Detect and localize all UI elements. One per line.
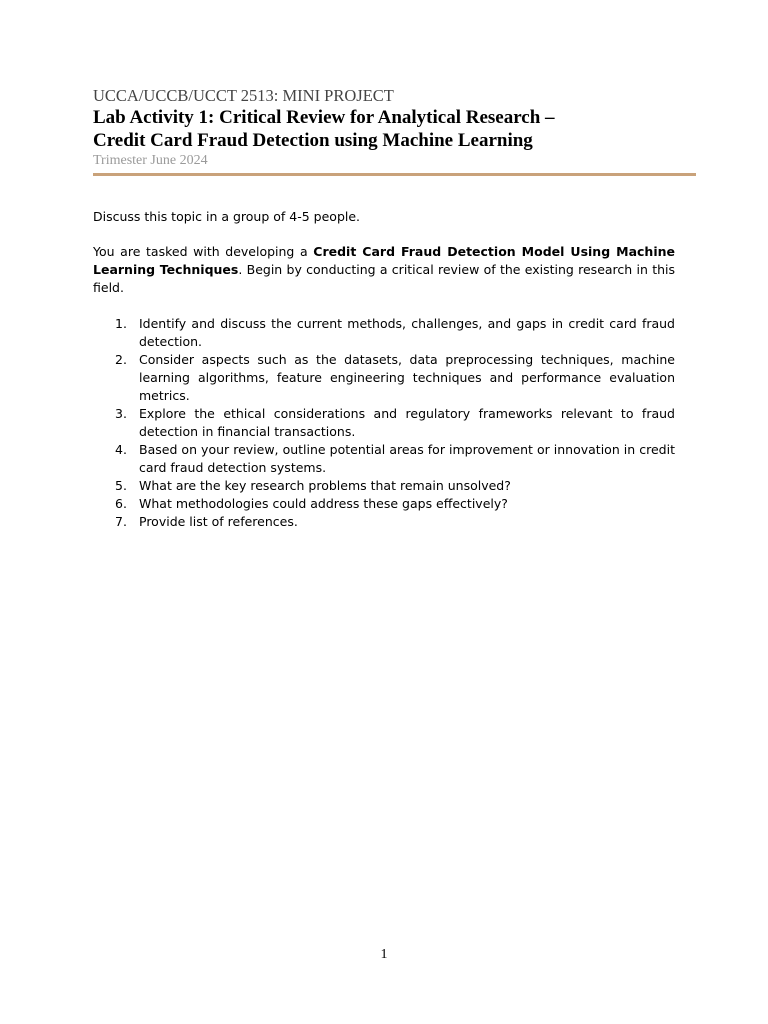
course-code: UCCA/UCCB/UCCT 2513: MINI PROJECT <box>93 86 394 105</box>
intro-prefix: You are tasked with developing a <box>93 244 314 259</box>
task-text: Identify and discuss the current methods, challenges, and gaps in credit card fraud detection. <box>139 316 675 349</box>
activity-title-line-1: Lab Activity 1: Critical Review for Analytical Research – <box>93 107 555 128</box>
task-item <box>93 495 675 513</box>
task-item <box>93 351 675 405</box>
task-text: Explore the ethical considerations and regulatory frameworks relevant to fraud detection in financial transactions. <box>139 406 675 439</box>
document-page <box>93 86 675 531</box>
task-list <box>93 315 675 531</box>
activity-title-line-2: Credit Card Fraud Detection using Machine Learning <box>93 130 533 151</box>
task-item <box>93 315 675 351</box>
task-number: 5. <box>115 478 127 493</box>
header-divider <box>93 173 696 176</box>
trimester-label: Trimester June 2024 <box>93 153 208 168</box>
task-item <box>93 513 675 531</box>
discuss-instruction: Discuss this topic in a group of 4-5 people. <box>93 209 361 224</box>
intro-bold-topic: Credit Card Fraud Detection Model Using Machine Learning Techniques <box>93 244 675 277</box>
task-item <box>93 477 675 495</box>
task-text: Based on your review, outline potential areas for improvement or innovation in credit card fraud detection systems. <box>139 442 675 475</box>
task-item <box>93 405 675 441</box>
task-text: Consider aspects such as the datasets, data preprocessing techniques, machine learning algorithms, feature engineering techniques and performance evaluation metrics. <box>139 352 675 403</box>
intro-suffix: . Begin by conducting a critical review of the existing research in this field. <box>93 262 676 295</box>
task-text: What are the key research problems that remain unsolved? <box>139 478 511 493</box>
task-item <box>93 441 675 477</box>
task-number: 2. <box>115 352 127 367</box>
intro-paragraph <box>93 243 675 297</box>
task-text: What methodologies could address these gaps effectively? <box>139 496 508 511</box>
task-number: 4. <box>115 442 127 457</box>
page-number: 1 <box>380 947 388 962</box>
task-number: 1. <box>115 316 127 331</box>
task-text: Provide list of references. <box>139 514 298 529</box>
task-number: 7. <box>115 514 127 529</box>
task-number: 6. <box>115 496 127 511</box>
task-number: 3. <box>115 406 127 421</box>
